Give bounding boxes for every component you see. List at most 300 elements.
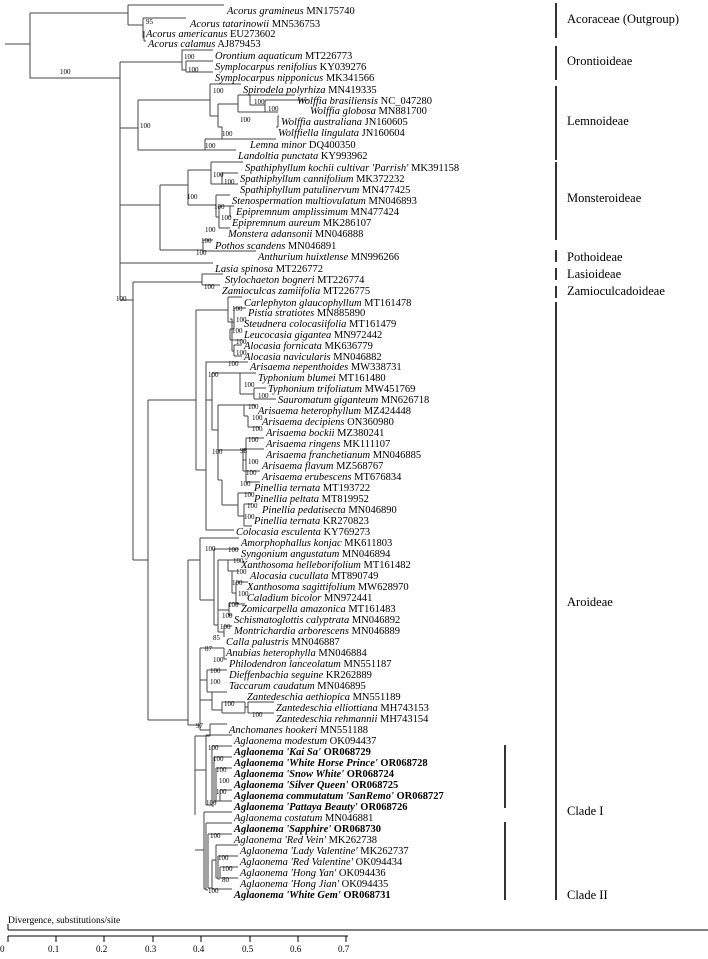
taxon-name: Aglaonema 'Kai Sa' [234, 747, 321, 758]
taxon-name: Aglaonema 'Sapphire' [234, 824, 332, 835]
tree-tip-label [278, 128, 405, 139]
tree-tip-label [234, 824, 381, 835]
taxon-name: Sauromatum giganteum [278, 395, 379, 406]
clade-label: Clade I [567, 804, 604, 818]
taxon-name: Anubias heterophylla [226, 648, 316, 659]
tree-tip-label [241, 538, 392, 549]
tree-tip-label [254, 494, 369, 505]
bootstrap-value: 100 [205, 545, 216, 553]
accession-number: MK111107 [340, 439, 391, 450]
taxon-name: Stylochaeton bogneri [225, 275, 315, 286]
tree-tip-label [278, 395, 429, 406]
bootstrap-value: 100 [205, 226, 216, 234]
accession-number: MT193722 [320, 483, 371, 494]
scale-caption: Divergence, substitutions/site [8, 916, 121, 926]
tree-tip-label [240, 185, 410, 196]
accession-number: OK094436 [336, 868, 386, 879]
accession-number: MW628970 [355, 582, 409, 593]
taxon-name: Amorphophallus konjac [241, 538, 342, 549]
accession-number: MN996266 [348, 252, 400, 263]
taxon-name: Pinellia pedatisecta [262, 505, 346, 516]
bootstrap-value: 100 [232, 579, 243, 587]
accession-number: MT676834 [351, 472, 402, 483]
bootstrap-value: 100 [210, 678, 221, 686]
bootstrap-value: 100 [205, 142, 216, 150]
bootstrap-value: 100 [258, 392, 269, 400]
taxon-name: Pinellia peltata [254, 494, 320, 505]
accession-number: MK286107 [320, 218, 372, 229]
taxon-name: Epipremnum aureum [232, 218, 321, 229]
accession-number: MN046888 [312, 229, 364, 240]
tree-tip-label [240, 868, 386, 879]
taxon-name: Wolffia brasiliensis [297, 96, 379, 107]
clade-label: Pothoideae [567, 250, 623, 264]
taxon-name: Caladium bicolor [247, 593, 322, 604]
taxon-name: Arisaema erubescens [262, 472, 352, 483]
bootstrap-value: 100 [252, 414, 263, 422]
bootstrap-value: 100 [244, 513, 255, 521]
bootstrap-value: 100 [222, 865, 233, 873]
bootstrap-value: 100 [244, 491, 255, 499]
taxon-name: Schismatoglottis calyptrata [234, 615, 350, 626]
accession-number: MN972441 [321, 593, 373, 604]
bootstrap-value: 100 [228, 546, 239, 554]
bootstrap-value: 100 [212, 448, 223, 456]
taxon-name: Dieffenbachia seguine [229, 670, 324, 681]
taxon-name: Aglaonema 'White Horse Prince' [234, 758, 378, 769]
accession-number: MN477425 [359, 185, 411, 196]
bootstrap-value: 100 [236, 316, 247, 324]
bootstrap-value: 100 [210, 832, 221, 840]
tree-tip-label [281, 117, 408, 128]
tree-tip-label [240, 857, 402, 868]
taxon-name: Xanthosoma helleborifolium [241, 560, 361, 571]
bootstrap-value: 100 [252, 711, 263, 719]
taxon-name: Aglaonema 'Red Vein' [234, 835, 326, 846]
accession-number: MN551189 [349, 692, 401, 703]
accession-number: MN881700 [375, 106, 427, 117]
tree-tip-label [250, 362, 402, 373]
accession-number: MN972442 [331, 330, 383, 341]
bootstrap-value: 100 [222, 130, 233, 138]
accession-number: MK611803 [341, 538, 393, 549]
bootstrap-value: 100 [213, 656, 224, 664]
bootstrap-value: 100 [247, 502, 258, 510]
bootstrap-value: 100 [236, 349, 247, 357]
accession-number: MT161480 [335, 373, 386, 384]
bootstrap-value: 87 [205, 645, 212, 653]
bootstrap-value: 100 [204, 283, 215, 291]
accession-number: MK341566 [323, 73, 375, 84]
taxon-name: Arisaema decipiens [262, 417, 345, 428]
bootstrap-value: 100 [244, 381, 255, 389]
taxon-name: Aglaonema 'Snow White' [234, 769, 345, 780]
clade-label: Acoraceae (Outgroup) [567, 12, 680, 26]
taxon-name: Typhonium trifoliatum [268, 384, 363, 395]
bootstrap-value: 80 [222, 876, 229, 884]
axis-tick-label: 0.5 [242, 944, 254, 954]
tree-tip-label [234, 736, 376, 747]
taxon-name: Spathiphyllum patulinervum [240, 185, 360, 196]
tree-tip-label [234, 626, 400, 637]
accession-number: OR068731 [340, 890, 391, 901]
axis-tick-label: 0 [0, 944, 5, 954]
accession-number: MH743154 [377, 714, 429, 725]
accession-number: OR068729 [320, 747, 371, 758]
taxon-name: Calla palustris [226, 637, 289, 648]
tree-tip-label [236, 527, 370, 538]
accession-number: OK094434 [352, 857, 403, 868]
tree-tip-label [244, 319, 396, 330]
accession-number: OR068725 [348, 780, 399, 791]
tree-tip-label [229, 725, 368, 736]
accession-number: MT161483 [345, 604, 396, 615]
tree-tip-label [243, 85, 377, 96]
bootstrap-value: 100 [208, 744, 219, 752]
accession-number: MN046881 [322, 813, 374, 824]
tree-tip-label [215, 62, 366, 73]
taxon-name: Arisaema nepenthoides [250, 362, 349, 373]
taxon-name: Aglaonema 'Lady Valentine' [240, 846, 358, 857]
bootstrap-value: 98 [240, 447, 247, 455]
accession-number: MN046891 [285, 241, 337, 252]
bootstrap-value: 100 [238, 590, 249, 598]
taxon-name: Zomicarpella amazonica [241, 604, 346, 615]
bootstrap-value: 100 [236, 338, 247, 346]
bootstrap-value: 100 [213, 755, 224, 763]
bootstrap-value: 100 [140, 122, 151, 130]
tree-tip-label [310, 106, 427, 117]
taxon-name: Taccarum caudatum [229, 681, 315, 692]
tree-tip-label [234, 802, 408, 813]
bootstrap-value: 100 [216, 788, 227, 796]
bootstrap-value: 100 [201, 237, 212, 245]
taxon-name: Landoltia punctata [238, 151, 319, 162]
accession-number: MW451769 [362, 384, 416, 395]
axis-tick-label: 0.7 [338, 944, 350, 954]
accession-number: OR068726 [357, 802, 408, 813]
accession-number: NC_047280 [378, 96, 432, 107]
tree-tip-label [222, 286, 370, 297]
tree-tip-label [241, 560, 411, 571]
tree-tip-label [258, 406, 411, 417]
accession-number: MN419335 [325, 85, 377, 96]
bootstrap-value: 100 [224, 700, 235, 708]
accession-number: KY769273 [320, 527, 371, 538]
tree-tip-label [215, 264, 323, 275]
taxon-name: Pinellia ternata [254, 483, 321, 494]
accession-number: OK094435 [338, 879, 389, 890]
tree-tip-label [232, 218, 371, 229]
bootstrap-value: 100 [228, 601, 239, 609]
tree-tip-label [247, 593, 372, 604]
axis-tick-label: 0.3 [145, 944, 157, 954]
tree-tip-label [266, 450, 421, 461]
tree-tip-label [234, 835, 377, 846]
bootstrap-value: 100 [214, 203, 225, 211]
accession-number: MK262737 [357, 846, 409, 857]
tree-tip-label [254, 483, 370, 494]
taxon-name: Aglaonema modestum [234, 736, 328, 747]
accession-number: MN885890 [314, 308, 366, 319]
taxon-name: Alocasia cucullata [250, 571, 329, 582]
tree-tip-label [266, 439, 390, 450]
tree-tip-label [238, 151, 368, 162]
bootstrap-value: 100 [254, 98, 265, 106]
accession-number: MT890749 [328, 571, 379, 582]
bootstrap-value: 100 [246, 469, 257, 477]
accession-number: KY993962 [318, 151, 368, 162]
bootstrap-value: 100 [240, 116, 251, 124]
accession-number: OR068728 [377, 758, 428, 769]
accession-number: DQ400350 [306, 140, 356, 151]
tree-tip-label [215, 73, 374, 84]
taxon-name: Epipremnum amplissimum [236, 207, 348, 218]
tree-tip-label [234, 890, 391, 901]
axis-tick-label: 0.4 [193, 944, 205, 954]
taxon-name: Syngonium angustatum [241, 549, 340, 560]
accession-number: MT226773 [302, 51, 353, 62]
taxon-name: Aglaonema 'Hong Jian' [240, 879, 339, 890]
accession-number: MN046895 [314, 681, 366, 692]
taxon-name: Arisaema flavum [262, 461, 334, 472]
accession-number: MN046894 [339, 549, 391, 560]
bootstrap-value: 100 [232, 305, 243, 313]
bootstrap-value: 100 [218, 854, 229, 862]
bootstrap-value: 100 [219, 777, 230, 785]
tree-tip-label [247, 692, 401, 703]
taxon-name: Wolffiella lingulata [278, 128, 359, 139]
bootstrap-value: 100 [252, 425, 263, 433]
accession-number: JN160604 [359, 128, 405, 139]
tree-tip-label [262, 505, 397, 516]
taxon-name: Spathiphyllum cannifolium [240, 174, 354, 185]
bootstrap-value: 100 [210, 667, 221, 675]
taxon-name: Arisaema ringens [266, 439, 341, 450]
accession-number: MK372232 [353, 174, 405, 185]
axis-tick-label: 0.2 [96, 944, 108, 954]
tree-tip-label [215, 241, 336, 252]
bootstrap-value: 95 [146, 18, 153, 26]
accession-number: EU273602 [227, 29, 276, 40]
tree-tip-label [234, 615, 400, 626]
bootstrap-value: 100 [208, 371, 219, 379]
bootstrap-value: 100 [216, 766, 227, 774]
taxon-name: Anchomanes hookeri [229, 725, 318, 736]
accession-number: MN046890 [345, 505, 397, 516]
bootstrap-value: 100 [184, 53, 195, 61]
bootstrap-value: 100 [188, 66, 199, 74]
tree-tip-label [262, 472, 401, 483]
clade-label: Zamioculcadoideae [567, 284, 665, 298]
taxon-name: Zantedeschia aethiopica [247, 692, 350, 703]
accession-number: KY039276 [316, 62, 367, 73]
bootstrap-value: 100 [213, 87, 224, 95]
taxon-name: Arisaema franchetianum [266, 450, 371, 461]
accession-number: OR068730 [331, 824, 382, 835]
taxon-name: Acorus gramineus [227, 6, 304, 17]
tree-tip-label [241, 604, 396, 615]
accession-number: MN046889 [349, 626, 401, 637]
accession-number: MN046885 [370, 450, 422, 461]
tree-tip-label [234, 780, 398, 791]
accession-number: MW338731 [348, 362, 402, 373]
tree-tip-label [268, 384, 415, 395]
taxon-name: Aglaonema commutatum 'SanRemo' [234, 791, 394, 802]
taxon-name: Lemna minor [250, 140, 307, 151]
bootstrap-value: 100 [248, 458, 259, 466]
accession-number: MZ568767 [333, 461, 384, 472]
taxon-name: Aglaonema costatum [234, 813, 323, 824]
bootstrap-value: 100 [236, 568, 247, 576]
tree-tip-label [226, 637, 340, 648]
tree-tip-label [266, 428, 384, 439]
tree-tip-label [234, 747, 371, 758]
bootstrap-value: 100 [248, 403, 259, 411]
tree-tip-label [276, 714, 428, 725]
accession-number: OR068727 [393, 791, 444, 802]
accession-number: MT161479 [346, 319, 397, 330]
taxon-name: Pinellia ternata [254, 516, 321, 527]
tree-tip-label [254, 516, 369, 527]
accession-number: KR262889 [323, 670, 372, 681]
tree-tip-label [240, 879, 388, 890]
taxon-name: Pothos scandens [215, 241, 286, 252]
taxon-name: Symplocarpus nipponicus [215, 73, 324, 84]
taxon-name: Colocasia esculenta [236, 527, 321, 538]
taxon-name: Arisaema heterophyllum [258, 406, 362, 417]
accession-number: MK262738 [325, 835, 378, 846]
accession-number: KR270823 [320, 516, 369, 527]
bootstrap-value: 100 [228, 360, 239, 368]
tree-tip-label [240, 846, 409, 857]
accession-number: MN046892 [349, 615, 401, 626]
bootstrap-value: 100 [268, 105, 279, 113]
taxon-name: Symplocarpus renifolius [215, 62, 317, 73]
accession-number: MT161482 [360, 560, 411, 571]
bootstrap-value: 100 [116, 295, 127, 303]
tree-tip-label [258, 252, 399, 263]
bootstrap-value: 100 [60, 68, 71, 76]
taxon-name: Wolffia australiana [281, 117, 363, 128]
taxon-name: Acorus americanus [146, 29, 228, 40]
tree-tip-label [244, 341, 373, 352]
taxon-name: Xanthosoma sagittifolium [247, 582, 356, 593]
taxon-name: Aglaonema 'Pattaya Beauty' [234, 802, 358, 813]
taxon-name: Steudnera colocasiifolia [244, 319, 347, 330]
accession-number: MN046882 [330, 352, 382, 363]
tree-tip-label [229, 670, 372, 681]
taxon-name: Philodendron lanceolatum [229, 659, 341, 670]
axis-tick-label: 0.6 [290, 944, 302, 954]
taxon-name: Spathiphyllum kochii cultivar 'Parrish' [245, 163, 409, 174]
taxon-name: Anthurium huixtlense [258, 252, 349, 263]
tree-tip-label [234, 813, 373, 824]
taxon-name: Alocasia fornicata [244, 341, 322, 352]
taxon-name: Montrichardia arborescens [234, 626, 350, 637]
accession-number: MN046887 [288, 637, 340, 648]
accession-number: MT226775 [320, 286, 371, 297]
tree-tip-label [228, 229, 363, 240]
tree-tip-label [262, 417, 394, 428]
accession-number: OR068724 [344, 769, 394, 780]
tree-tip-label [148, 39, 261, 50]
tree-tip-label [234, 758, 428, 769]
accession-number: MN046884 [315, 648, 367, 659]
taxon-name: Aglaonema 'Red Valentine' [240, 857, 353, 868]
taxon-name: Aglaonema 'Hong Yan' [240, 868, 337, 879]
bootstrap-value: 85 [213, 634, 220, 642]
accession-number: ON360980 [344, 417, 394, 428]
taxon-name: Zantedeschia elliottiana [276, 703, 378, 714]
taxon-name: Zamioculcas zamiifolia [222, 286, 321, 297]
accession-number: MN551188 [317, 725, 369, 736]
tree-tip-label [241, 549, 390, 560]
tree-tip-label [276, 703, 429, 714]
taxon-name: Wolffia globosa [310, 106, 376, 117]
accession-number: MK636779 [321, 341, 373, 352]
tree-tip-label [215, 51, 352, 62]
tree-tip-label [232, 196, 417, 207]
tree-tip-label [229, 681, 366, 692]
bootstrap-value: 100 [233, 557, 244, 565]
accession-number: MT226772 [273, 264, 323, 275]
accession-number: MN551187 [340, 659, 392, 670]
taxon-name: Monstera adansonii [228, 229, 313, 240]
accession-number: MT226774 [314, 275, 365, 286]
bootstrap-value: 100 [220, 623, 231, 631]
taxon-name: Carlephyton glaucophyllum [244, 298, 362, 309]
accession-number: MN626718 [378, 395, 430, 406]
accession-number: OK094437 [327, 736, 377, 747]
bootstrap-value: 100 [221, 214, 232, 222]
taxon-name: Orontium aquaticum [215, 51, 303, 62]
taxon-name: Aglaonema 'Silver Queen' [234, 780, 349, 791]
axis-tick-label: 0.1 [48, 944, 60, 954]
accession-number: MN046893 [365, 196, 417, 207]
taxon-name: Zantedeschia rehmannii [276, 714, 378, 725]
tree-tip-label [225, 275, 364, 286]
tree-tip-label [250, 140, 356, 151]
bootstrap-value: 100 [248, 436, 259, 444]
taxon-name: Acorus tatarinowii [190, 19, 270, 30]
tree-tip-label [240, 174, 405, 185]
tree-tip-label [229, 659, 392, 670]
taxon-name: Lasia spinosa [215, 264, 274, 275]
clade-label: Clade II [567, 888, 608, 902]
accession-number: MK391158 [408, 163, 460, 174]
accession-number: MN536753 [269, 19, 321, 30]
bootstrap-value: 100 [208, 887, 219, 895]
bootstrap-value: 100 [240, 480, 251, 488]
clade-label: Monsteroideae [567, 191, 642, 205]
tree-tip-label [247, 582, 409, 593]
tree-tip-label [236, 207, 399, 218]
clade-label: Lasioideae [567, 267, 622, 281]
bootstrap-value: 97 [196, 722, 203, 730]
taxon-name: Typhonium blumei [258, 373, 336, 384]
accession-number: MN175740 [303, 6, 355, 17]
accession-number: JN160605 [362, 117, 408, 128]
bootstrap-value: 100 [232, 327, 243, 335]
bootstrap-value: 100 [213, 171, 224, 179]
taxon-name: Stenospermation multiovulatum [232, 196, 366, 207]
accession-number: MZ424448 [361, 406, 412, 417]
taxon-name: Leucocasia gigantea [244, 330, 332, 341]
taxon-name: Spirodela polyrhiza [243, 85, 326, 96]
tree-tip-label [250, 571, 378, 582]
accession-number: MH743153 [377, 703, 429, 714]
